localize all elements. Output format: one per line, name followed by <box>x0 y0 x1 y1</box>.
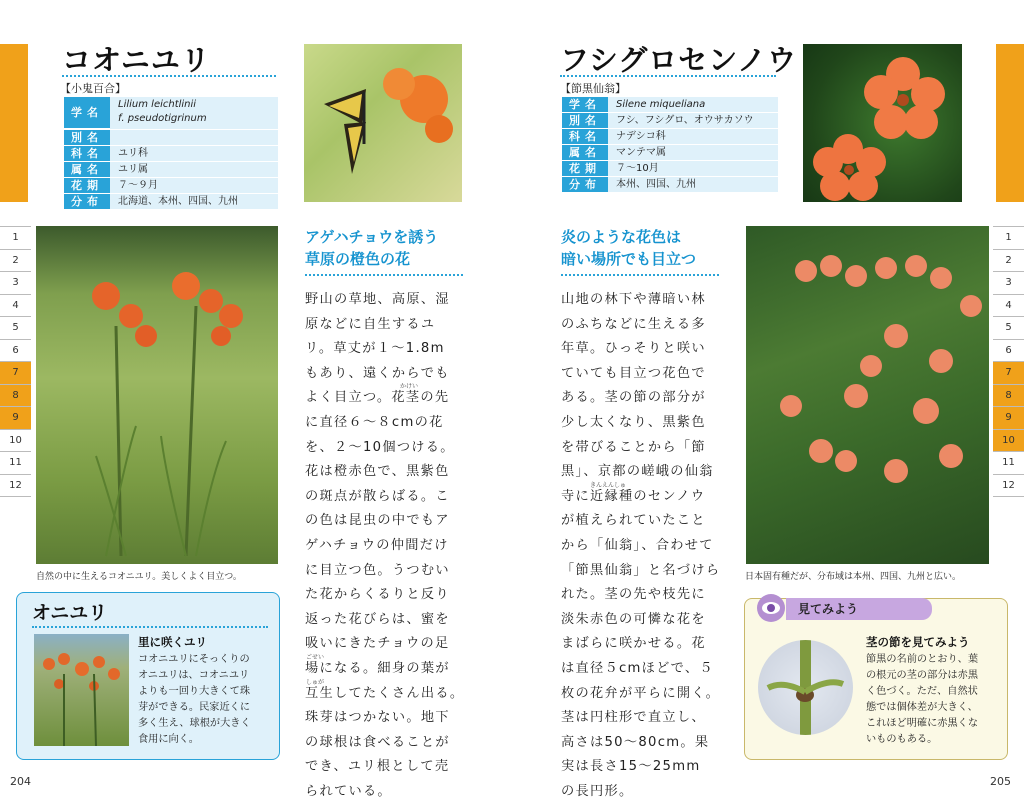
oniyuri-text <box>138 652 251 748</box>
body-line: 少し太くなり、黒紫色 <box>561 414 706 430</box>
info-row <box>562 113 778 128</box>
page-number-left: 204 <box>10 775 31 788</box>
oniyuri-subtitle: 里に咲くユリ <box>138 635 207 649</box>
info-row <box>562 145 778 160</box>
body-line: れた。茎の先や枝先に <box>561 587 706 603</box>
info-table-left <box>64 97 278 210</box>
body-line: は直径５cmほどで、５ <box>561 660 714 676</box>
body-line: 枚の花弁が平らに開く。 <box>561 685 721 701</box>
month-cell-active: 8 <box>993 385 1024 408</box>
month-cell: 2 <box>0 250 31 273</box>
body-line: を帯びることから「節 <box>561 439 706 455</box>
body-line: 吸いにきたチョウの足 <box>305 636 450 652</box>
heading-line-1: アゲハチョウを誘う <box>305 228 439 246</box>
look-text <box>866 652 978 748</box>
oniyuri-box-title: オニユリ <box>32 602 108 624</box>
campion-main-photo <box>746 226 989 564</box>
oniyuri-text-line: オニユリは、コオニユリ <box>138 670 250 681</box>
month-cell: 3 <box>993 272 1024 295</box>
info-value: マンテマ属 <box>608 145 778 160</box>
body-line: 黒」、京都の嵯峨の仙翁 <box>561 464 714 480</box>
body-line: の球根は食べることが <box>305 734 450 750</box>
heading-line-2: 暗い場所でも目立つ <box>561 250 697 268</box>
body-line: 珠芽はつかない。地下 <box>305 710 450 726</box>
body-line: 寺に近縁種のセンノウ <box>561 488 706 504</box>
info-value: フシ、フシグロ、オウサカソウ <box>608 113 778 128</box>
oniyuri-photo <box>34 634 129 746</box>
body-line: の斑点が散らばる。こ <box>305 488 450 504</box>
butterfly-photo <box>304 44 462 202</box>
page-number-right: 205 <box>990 775 1011 788</box>
ruby-kinensyu: きんえんしゅ <box>590 482 627 489</box>
month-cell: 5 <box>993 317 1024 340</box>
heading-underline <box>305 274 463 276</box>
body-line: 互生してたくさん出る。 <box>305 685 465 701</box>
month-cell: 5 <box>0 317 31 340</box>
info-label: 別名 <box>64 130 110 145</box>
body-line: に直径６～８cmの花 <box>305 414 444 430</box>
lily-caption: 自然の中に生えるコオニユリ。美しくよく目立つ。 <box>36 572 242 582</box>
info-label: 学名 <box>64 97 110 128</box>
campion-caption: 日本固有種だが、分布域は本州、四国、九州と広い。 <box>745 572 962 582</box>
info-label: 学名 <box>562 97 608 112</box>
month-cell: 1 <box>0 227 31 250</box>
info-row <box>64 130 278 145</box>
kanji-name-left: 【小鬼百合】 <box>60 82 126 95</box>
info-value: 本州、四国、九州 <box>608 177 778 192</box>
body-line: ゲハチョウの仲間だけ <box>305 537 449 553</box>
month-cell-active: 9 <box>993 407 1024 430</box>
oniyuri-text-line: よりも一回り大きくて珠 <box>138 686 251 697</box>
look-tag: 見てみよう <box>786 598 932 620</box>
body-line: を、２～10個つける。 <box>305 439 455 455</box>
look-text-line: 態では個体差が大きく、 <box>866 702 978 713</box>
body-text-right <box>561 288 731 804</box>
month-cell-active: 8 <box>0 385 31 408</box>
body-line: の色は昆虫の中でもア <box>305 513 450 529</box>
month-cell: 12 <box>0 475 31 498</box>
info-value: ７～９月 <box>110 178 278 193</box>
info-row <box>562 161 778 176</box>
info-value: ７～10月 <box>608 161 778 176</box>
info-label: 別名 <box>562 113 608 128</box>
month-cell-active: 7 <box>0 362 31 385</box>
month-cell: 11 <box>993 452 1024 475</box>
look-subtitle: 茎の節を見てみよう <box>866 635 970 649</box>
month-cell: 10 <box>0 430 31 453</box>
body-line: ていても目立つ花色で <box>561 365 706 381</box>
info-row <box>562 177 778 192</box>
section-heading-right <box>561 226 696 270</box>
species-title-left: コオニユリ <box>62 43 211 77</box>
body-line: 「節黒仙翁」と名づけら <box>561 562 721 578</box>
look-text-line: いものもある。 <box>866 734 938 745</box>
body-line: が植えられていたこと <box>561 513 706 529</box>
info-row <box>64 162 278 177</box>
heading-line-1: 炎のような花色は <box>561 228 682 246</box>
month-cell: 2 <box>993 250 1024 273</box>
body-line: た花からくるりと反り <box>305 587 450 603</box>
info-label: 属名 <box>562 145 608 160</box>
look-text-line: の根元の茎の部分は赤黒 <box>866 670 979 681</box>
month-cell: 1 <box>993 227 1024 250</box>
info-label: 花期 <box>64 178 110 193</box>
info-value <box>110 130 278 145</box>
info-label: 分布 <box>64 194 110 209</box>
info-value: ユリ科 <box>110 146 278 161</box>
body-line: 原などに自生するユ <box>305 316 436 332</box>
month-cell: 6 <box>993 340 1024 363</box>
oniyuri-text-line: 多く生え、球根が大きく <box>138 718 251 729</box>
body-line: ある。茎の節の部分が <box>561 390 706 406</box>
title-underline <box>62 75 276 77</box>
month-cell: 12 <box>993 475 1024 498</box>
heading-line-2: 草原の橙色の花 <box>305 250 411 268</box>
info-value: ナデシコ科 <box>608 129 778 144</box>
info-value <box>110 97 278 129</box>
right-month-index <box>993 226 1024 497</box>
body-line: 花は橙赤色で、黒紫色 <box>305 464 450 480</box>
ruby-gosei: ごせい <box>306 654 325 661</box>
month-cell: 11 <box>0 452 31 475</box>
info-value: Silene miqueliana <box>608 97 778 112</box>
info-label: 属名 <box>64 162 110 177</box>
info-row <box>64 178 278 193</box>
title-underline <box>560 75 776 77</box>
body-line: られている。 <box>305 783 392 799</box>
body-line: 場になる。細身の葉が <box>305 660 450 676</box>
oniyuri-text-line: 食用に向く。 <box>138 734 199 745</box>
oniyuri-title-underline <box>32 626 268 628</box>
body-line: 実は長さ15～25mm <box>561 759 701 775</box>
body-line: リ。草丈が１～1.8m <box>305 341 445 357</box>
scientific-form: f. pseudotigrinum <box>118 113 207 124</box>
magnifier-icon <box>757 594 785 622</box>
month-cell-active: 9 <box>0 407 31 430</box>
info-value: 北海道、本州、四国、九州 <box>110 194 278 209</box>
info-row <box>64 194 278 209</box>
info-row-scientific <box>562 97 778 112</box>
info-label: 科名 <box>562 129 608 144</box>
right-edge-tab <box>996 44 1024 202</box>
look-text-line: く色づく。ただ、自然状 <box>866 686 978 697</box>
body-line: のふちなどに生える多 <box>561 316 706 332</box>
body-line: 返った花びらは、蜜を <box>305 611 450 627</box>
scientific-name: Lilium leichtlinii <box>118 99 197 110</box>
body-line: の長円形。 <box>561 783 634 799</box>
info-table-right <box>562 97 778 193</box>
month-cell: 4 <box>0 295 31 318</box>
body-line: 淡朱赤色の可憐な花を <box>561 611 706 627</box>
species-title-right: フシグロセンノウ <box>560 43 798 77</box>
info-row-scientific <box>64 97 278 129</box>
month-cell: 3 <box>0 272 31 295</box>
body-line: まばらに咲かせる。花 <box>561 636 706 652</box>
body-text-left <box>305 288 470 804</box>
campion-closeup-photo <box>803 44 962 202</box>
heading-underline <box>561 274 719 276</box>
info-row <box>64 146 278 161</box>
kanji-name-right: 【節黒仙翁】 <box>560 82 626 95</box>
info-value: ユリ属 <box>110 162 278 177</box>
oniyuri-text-line: コオニユリにそっくりの <box>138 654 250 665</box>
body-line: に目立つ色。うつむい <box>305 562 450 578</box>
body-line: から「仙翁」、合わせて <box>561 537 714 553</box>
oniyuri-text-line: 芽ができる。民家近くに <box>138 702 251 713</box>
info-label: 花期 <box>562 161 608 176</box>
left-edge-tab <box>0 44 28 202</box>
body-line: もあり、遠くからでも <box>305 365 450 381</box>
lily-main-photo <box>36 226 278 564</box>
left-month-index <box>0 226 31 497</box>
body-line: よく目立つ。花茎の先 <box>305 390 450 406</box>
look-text-line: これほど明確に赤黒くな <box>866 718 979 729</box>
month-cell: 4 <box>993 295 1024 318</box>
body-line: 野山の草地、高原、湿 <box>305 292 450 307</box>
section-heading-left <box>305 226 438 270</box>
month-cell-active: 7 <box>993 362 1024 385</box>
body-line: でき、ユリ根として売 <box>305 759 450 775</box>
body-line: 高さは50～80cm。果 <box>561 734 710 750</box>
body-line: 年草。ひっそりと咲い <box>561 341 706 357</box>
body-line: 茎は円柱形で直立し、 <box>561 710 706 726</box>
info-label: 科名 <box>64 146 110 161</box>
info-row <box>562 129 778 144</box>
look-text-line: 節黒の名前のとおり、葉 <box>866 654 979 665</box>
body-line: 山地の林下や薄暗い林 <box>561 292 706 307</box>
ruby-shuga: しゅが <box>306 679 325 686</box>
stem-node-photo <box>758 640 853 735</box>
month-cell: 6 <box>0 340 31 363</box>
info-label: 分布 <box>562 177 608 192</box>
ruby-kakei: かけい <box>400 383 419 390</box>
month-cell-active: 10 <box>993 430 1024 453</box>
